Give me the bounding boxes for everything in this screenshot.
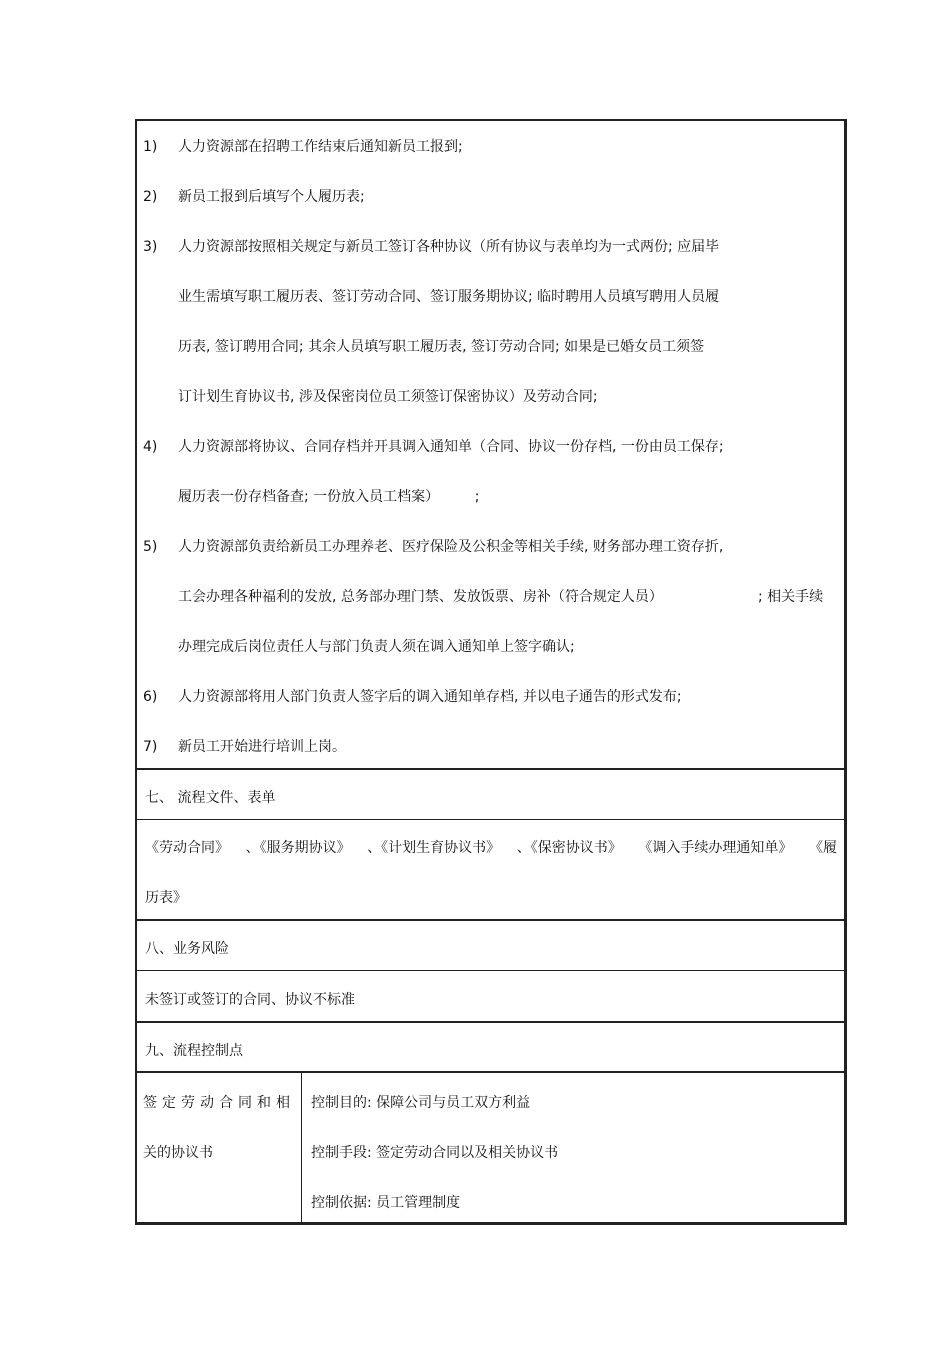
divider: [135, 1071, 847, 1073]
step-7-number: 7): [143, 739, 158, 755]
section-7-docs-line-2: 历表》: [145, 890, 187, 906]
divider: [135, 970, 847, 971]
step-4-number: 4): [143, 439, 158, 455]
step-4-text-line-2: 履历表一份存档备查; 一份放入员工档案） ;: [178, 489, 480, 505]
step-3-number: 3): [143, 239, 158, 255]
divider: [135, 819, 847, 820]
divider: [135, 768, 847, 770]
step-3-text-line-1: 人力资源部按照相关规定与新员工签订各种协议（所有协议与表单均为一式两份; 应届毕: [178, 239, 720, 255]
step-5-text-line-2-tail: ; 相关手续: [758, 589, 824, 605]
step-6-number: 6): [143, 689, 158, 705]
step-5-text-line-1: 人力资源部负责给新员工办理养老、医疗保险及公积金等相关手续, 财务部办理工资存折,: [178, 539, 724, 555]
step-2-text: 新员工报到后填写个人履历表;: [178, 189, 365, 205]
step-5-text-line-3: 办理完成后岗位责任人与部门负责人须在调入通知单上签字确认;: [178, 639, 575, 655]
divider: [135, 919, 847, 921]
control-point-name-line-1: 签定劳动合同和相: [143, 1095, 295, 1111]
control-point-name-line-2: 关的协议书: [143, 1145, 213, 1161]
step-1-number: 1): [143, 139, 158, 155]
doc-service-agreement: 、《服务期协议》: [245, 840, 351, 856]
step-5-text-line-2: 工会办理各种福利的发放, 总务部办理门禁、发放饭票、房补（符合规定人员）: [178, 589, 663, 605]
doc-resume-start: 《履: [808, 840, 837, 856]
control-method: 控制手段: 签定劳动合同以及相关协议书: [311, 1145, 559, 1161]
section-8-title: 八、业务风险: [145, 941, 229, 957]
section-7-docs: [145, 838, 837, 858]
divider: [135, 1021, 847, 1023]
doc-family-planning: 、《计划生育协议书》: [367, 840, 501, 856]
step-6-text: 人力资源部将用人部门负责人签字后的调入通知单存档, 并以电子通告的形式发布;: [178, 689, 682, 705]
step-3-text-line-4: 订计划生育协议书, 涉及保密岗位员工须签订保密协议）及劳动合同;: [178, 389, 598, 405]
section-7-title: 七、 流程文件、表单: [145, 790, 276, 806]
column-divider: [301, 1072, 302, 1223]
step-3-text-line-3: 历表, 签订聘用合同; 其余人员填写职工履历表, 签订劳动合同; 如果是已婚女员工须签: [178, 339, 705, 355]
control-purpose: 控制目的: 保障公司与员工双方利益: [311, 1095, 531, 1111]
step-3-text-line-2: 业生需填写职工履历表、签订劳动合同、签订服务期协议; 临时聘用人员填写聘用人员履: [178, 289, 720, 305]
doc-confidentiality: 、《保密协议书》: [516, 840, 622, 856]
doc-labor-contract: 《劳动合同》: [145, 840, 229, 856]
doc-transfer-notice: 《调入手续办理通知单》: [638, 840, 793, 856]
step-2-number: 2): [143, 189, 158, 205]
step-7-text: 新员工开始进行培训上岗。: [178, 739, 346, 755]
section-8-content: 未签订或签订的合同、协议不标准: [145, 992, 355, 1008]
control-basis: 控制依据: 员工管理制度: [311, 1195, 461, 1211]
step-4-text-line-1: 人力资源部将协议、合同存档并开具调入通知单（合同、协议一份存档, 一份由员工保存;: [178, 439, 724, 455]
step-1-text: 人力资源部在招聘工作结束后通知新员工报到;: [178, 139, 463, 155]
section-9-title: 九、流程控制点: [145, 1043, 243, 1059]
step-5-number: 5): [143, 539, 158, 555]
